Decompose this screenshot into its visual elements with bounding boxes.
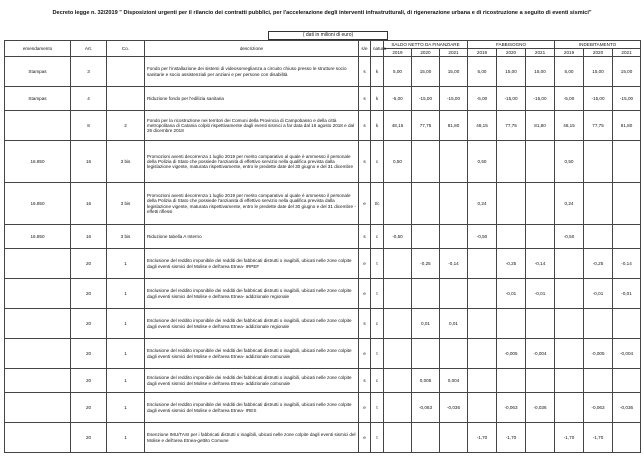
cell-indebitamento: -0,01 [584,279,613,309]
unit-note: ( dati in milioni di euro) [268,31,388,40]
cell-fabbisogno [526,183,555,225]
cell-indebitamento: 48,15 [555,111,584,141]
cell-saldo-netto [440,225,468,249]
cell-se: e [359,183,371,225]
header-year: 2019 [468,49,497,57]
header-year: 2020 [412,49,440,57]
cell-saldo-netto: -0,25 [412,249,440,279]
header-art: Art. [71,41,107,57]
cell-saldo-netto [384,393,412,423]
cell-saldo-netto: -0,063 [412,393,440,423]
header-row-groups [5,41,641,49]
cell-fabbisogno: -15,00 [526,87,555,111]
cell-saldo-netto [384,369,412,393]
cell-fabbisogno [526,309,555,339]
cell-saldo-netto: 0,01 [440,309,468,339]
cell-emendamento [5,339,71,369]
cell-art: 20 [71,369,107,393]
cell-se: s [359,87,371,111]
cell-fabbisogno [468,309,497,339]
cell-emendamento [5,111,71,141]
cell-natura: c [371,225,384,249]
cell-indebitamento: 15,00 [584,57,613,87]
cell-fabbisogno: 15,00 [526,57,555,87]
cell-art: 20 [71,309,107,339]
cell-indebitamento [613,141,641,183]
cell-se: e [359,249,371,279]
cell-natura: c [371,141,384,183]
table-row [5,111,641,141]
cell-indebitamento: 15,00 [613,57,641,87]
cell-saldo-netto [440,339,468,369]
cell-fabbisogno: -0,25 [497,249,526,279]
table-row [5,369,641,393]
cell-fabbisogno [497,183,526,225]
cell-descrizione: Riduzione fondo per l'edilizia sanitaria [145,87,359,111]
cell-fabbisogno: 81,80 [526,111,555,141]
cell-saldo-netto [412,339,440,369]
cell-fabbisogno: -0,14 [526,249,555,279]
cell-descrizione: Riduzione tabella A Interno [145,225,359,249]
cell-fabbisogno: -0,005 [497,339,526,369]
header-fabbisogno: FABBISOGNO [468,41,555,49]
cell-art: 4 [71,87,107,111]
cell-natura: k [371,111,384,141]
cell-indebitamento: -0,036 [613,393,641,423]
cell-saldo-netto: 15,00 [440,57,468,87]
cell-se: s [359,309,371,339]
cell-fabbisogno: 0,50 [468,141,497,183]
cell-se: s [359,57,371,87]
cell-fabbisogno [526,423,555,453]
header-year: 2021 [613,49,641,57]
cell-emendamento: Stampas [5,87,71,111]
cell-fabbisogno: -0,004 [526,339,555,369]
header-se: s/e [359,41,371,57]
cell-fabbisogno: -1,70 [497,423,526,453]
cell-fabbisogno [468,393,497,423]
cell-saldo-netto [440,279,468,309]
cell-fabbisogno: -1,70 [468,423,497,453]
cell-fabbisogno [526,225,555,249]
cell-indebitamento [555,249,584,279]
cell-indebitamento: -0,01 [613,279,641,309]
cell-emendamento [5,279,71,309]
cell-co: 3 bis [107,183,145,225]
cell-indebitamento [613,183,641,225]
cell-se: e [359,339,371,369]
cell-indebitamento: -0,063 [584,393,613,423]
cell-indebitamento [555,393,584,423]
cell-saldo-netto [384,183,412,225]
table-row [5,87,641,111]
document-title: Decreto legge n. 32/2019 " Disposizioni urgenti per il rilancio dei contratti pubblici, per l'accelerazione degli interventi infrastrutturali, di rigenerazione urbana e di ricostruzione a seguito di eventi sismici" [52,10,592,16]
table-row [5,249,641,279]
cell-saldo-netto [440,141,468,183]
cell-saldo-netto: 48,15 [384,111,412,141]
cell-descrizione: Esenzione IMU/TASI per i fabbricati distrutti o inagibili, ubicati nelle zone colpite dagli eventi sismici del Molise e dell'area Etnea-gettito Comune [145,423,359,453]
cell-fabbisogno: -0,063 [497,393,526,423]
cell-natura: k [371,57,384,87]
cell-fabbisogno: 5,00 [468,57,497,87]
cell-natura: t [371,393,384,423]
cell-saldo-netto: -0,14 [440,249,468,279]
cell-co: 2 [107,111,145,141]
cell-fabbisogno: 77,75 [497,111,526,141]
cell-fabbisogno: -0,01 [497,279,526,309]
cell-art: 3 [71,57,107,87]
table-row [5,141,641,183]
cell-indebitamento [613,369,641,393]
header-saldo-netto: SALDO NETTO DA FINANZIARE [384,41,468,49]
cell-natura: c [371,309,384,339]
cell-indebitamento [555,339,584,369]
cell-indebitamento: -0,005 [584,339,613,369]
cell-saldo-netto: 5,00 [384,57,412,87]
cell-co: 1 [107,369,145,393]
cell-indebitamento: 77,75 [584,111,613,141]
cell-art: 20 [71,393,107,423]
cell-art: 20 [71,339,107,369]
table-row [5,339,641,369]
cell-saldo-netto: 15,00 [412,57,440,87]
cell-saldo-netto: 0,50 [384,141,412,183]
cell-descrizione: Fondo per la ricostruzione nei territori dei Comuni della Provincia di Campobasso e della città metropolitana di Catania colpiti rispettivamente dagli eventi sismici a far data dal 16 agosto 2018 e dal 26 dicembre 2018 [145,111,359,141]
cell-fabbisogno [497,369,526,393]
cell-fabbisogno [468,369,497,393]
cell-saldo-netto [412,423,440,453]
cell-emendamento: 16.850 [5,225,71,249]
cell-indebitamento [555,369,584,393]
cell-saldo-netto [412,279,440,309]
cell-saldo-netto: -15,00 [440,87,468,111]
cell-fabbisogno [468,279,497,309]
cell-co: 3 bis [107,225,145,249]
cell-saldo-netto: 81,80 [440,111,468,141]
cell-descrizione: Esclusione del reddito imponibile dei redditi dei fabbricati distrutti o inagibili, ubicati nelle zone colpite dagli eventi sismici del Molise e dell'area Etnea- IRPEF [145,249,359,279]
cell-indebitamento: 0,24 [555,183,584,225]
header-co: Co. [107,41,145,57]
table-row [5,183,641,225]
cell-fabbisogno [526,369,555,393]
cell-emendamento [5,249,71,279]
cell-art: 8 [71,111,107,141]
cell-art: 20 [71,423,107,453]
cell-natura: t [371,249,384,279]
cell-fabbisogno [468,339,497,369]
cell-indebitamento [584,183,613,225]
header-year: 2019 [555,49,584,57]
cell-se: e [359,279,371,309]
cell-emendamento: 16.850 [5,183,71,225]
cell-natura: t [371,423,384,453]
cell-emendamento: 16.850 [5,141,71,183]
cell-descrizione: Promozioni aventi decorrenza 1 luglio 2019 per merito comparativo al quale è ammesso il personale della Polizia di Stato che possiede l'anzianità di effettivo servizio nella qualifica prevista dalla legislazione vigente, maturata rispettivamente, entro le predette date del 30 giugno e del 31 dicembre [145,141,359,183]
cell-fabbisogno: 15,00 [497,57,526,87]
cell-co: 1 [107,339,145,369]
cell-saldo-netto: -0,50 [384,225,412,249]
cell-indebitamento [584,369,613,393]
cell-saldo-netto: 0,004 [440,369,468,393]
cell-fabbisogno [497,225,526,249]
cell-saldo-netto: 0,005 [412,369,440,393]
cell-indebitamento: -0,50 [555,225,584,249]
cell-indebitamento: -15,00 [613,87,641,111]
cell-saldo-netto [384,423,412,453]
cell-indebitamento: -1,70 [555,423,584,453]
cell-indebitamento: -5,00 [555,87,584,111]
cell-indebitamento [613,225,641,249]
cell-fabbisogno: -15,00 [497,87,526,111]
table-row [5,309,641,339]
cell-emendamento [5,309,71,339]
cell-natura: t [371,339,384,369]
cell-saldo-netto: -5,00 [384,87,412,111]
cell-indebitamento: -1,70 [584,423,613,453]
cell-art: 20 [71,279,107,309]
cell-indebitamento [584,141,613,183]
cell-indebitamento: -15,00 [584,87,613,111]
header-year: 2021 [526,49,555,57]
cell-se: e [359,423,371,453]
cell-fabbisogno [497,141,526,183]
cell-emendamento [5,369,71,393]
header-indebitamento: INDEBITAMENTO [555,41,641,49]
table-row [5,279,641,309]
cell-se: e [359,393,371,423]
cell-se: s [359,369,371,393]
cell-saldo-netto [384,249,412,279]
table-row [5,423,641,453]
cell-saldo-netto: -0,036 [440,393,468,423]
cell-saldo-netto [440,183,468,225]
cell-indebitamento [613,309,641,339]
cell-descrizione: Esclusione del reddito imponibile dei redditi dei fabbricati distrutti o inagibili, ubicati nelle zone colpite dagli eventi sismici del Molise e dell'area Etnea- IRES [145,393,359,423]
cell-co [107,87,145,111]
cell-indebitamento [584,309,613,339]
cell-saldo-netto [384,279,412,309]
cell-saldo-netto [412,225,440,249]
table-row [5,57,641,87]
header-year: 2019 [384,49,412,57]
cell-art: 16 [71,225,107,249]
cell-descrizione: Esclusione del reddito imponibile dei redditi dei fabbricati distrutti o inagibili, ubicati nelle zone colpite dagli eventi sismici del Molise e dell'area Etnea- addizionale comunale [145,339,359,369]
cell-descrizione: Esclusione del reddito imponibile dei redditi dei fabbricati distrutti o inagibili, ubicati nelle zone colpite dagli eventi sismici del Molise e dell'area Etnea- addizionale regionale [145,309,359,339]
cell-indebitamento [555,309,584,339]
cell-saldo-netto: -15,00 [412,87,440,111]
cell-natura: t [371,279,384,309]
cell-co: 1 [107,309,145,339]
cell-emendamento [5,423,71,453]
cell-indebitamento [584,225,613,249]
cell-emendamento: Stampas [5,57,71,87]
cell-co: 1 [107,279,145,309]
cell-indebitamento [613,423,641,453]
cell-indebitamento: -0,004 [613,339,641,369]
cell-indebitamento: 0,50 [555,141,584,183]
cell-art: 20 [71,249,107,279]
table-row [5,225,641,249]
cell-fabbisogno [526,141,555,183]
cell-saldo-netto [384,309,412,339]
header-year: 2020 [584,49,613,57]
cell-indebitamento [555,279,584,309]
cell-fabbisogno: -0,036 [526,393,555,423]
cell-co [107,57,145,87]
cell-natura: k [371,87,384,111]
cell-natura: c [371,369,384,393]
cell-saldo-netto [440,423,468,453]
cell-descrizione: Promozioni aventi decorrenza 1 luglio 2019 per merito comparativo al quale è ammesso il personale della Polizia di Stato che possiede l'anzianità di effettivo servizio nella qualifica prevista dalla legislazione vigente, maturata rispettivamente, entro le predette date del 30 giugno e del 31 dicembre - effetti riflessi [145,183,359,225]
cell-indebitamento: 5,00 [555,57,584,87]
header-natura: natura [371,41,384,57]
header-year: 2021 [440,49,468,57]
cell-art: 16 [71,183,107,225]
cell-co: 1 [107,423,145,453]
table-body [5,57,641,453]
cell-se: s [359,141,371,183]
fiscal-table [4,40,641,453]
cell-art: 16 [71,141,107,183]
cell-indebitamento: -0,14 [613,249,641,279]
cell-fabbisogno: 0,24 [468,183,497,225]
cell-descrizione: Esclusione del reddito imponibile dei redditi dei fabbricati distrutti o inagibili, ubicati nelle zone colpite dagli eventi sismici del Molise e dell'area Etnea- addizionale regionale [145,279,359,309]
header-descrizione: descrizione [145,41,359,57]
cell-saldo-netto [412,141,440,183]
cell-emendamento [5,393,71,423]
cell-fabbisogno [497,309,526,339]
cell-fabbisogno: 48,15 [468,111,497,141]
cell-saldo-netto [412,183,440,225]
cell-fabbisogno: -5,00 [468,87,497,111]
cell-se: s [359,111,371,141]
cell-descrizione: Esclusione del reddito imponibile dei redditi dei fabbricati distrutti o inagibili, ubicati nelle zone colpite dagli eventi sismici del Molise e dell'area Etnea- addizionale comunale [145,369,359,393]
cell-saldo-netto: 0,01 [412,309,440,339]
cell-co: 3 bis [107,141,145,183]
cell-se: s [359,225,371,249]
cell-co: 1 [107,393,145,423]
cell-fabbisogno: -0,01 [526,279,555,309]
cell-indebitamento: -0,25 [584,249,613,279]
cell-fabbisogno [468,249,497,279]
cell-fabbisogno: -0,50 [468,225,497,249]
cell-co: 1 [107,249,145,279]
header-year: 2020 [497,49,526,57]
header-emendamento: emendamento [5,41,71,57]
cell-natura: t/c [371,183,384,225]
table-row [5,393,641,423]
cell-saldo-netto [384,339,412,369]
cell-saldo-netto: 77,75 [412,111,440,141]
cell-descrizione: Fondo per l'installazione dei sistemi di videosorveglianza a circuito chiuso presso le strutture socio sanitarie e socio assistenziali per anziani e per persone con disabilità [145,57,359,87]
cell-indebitamento: 81,80 [613,111,641,141]
